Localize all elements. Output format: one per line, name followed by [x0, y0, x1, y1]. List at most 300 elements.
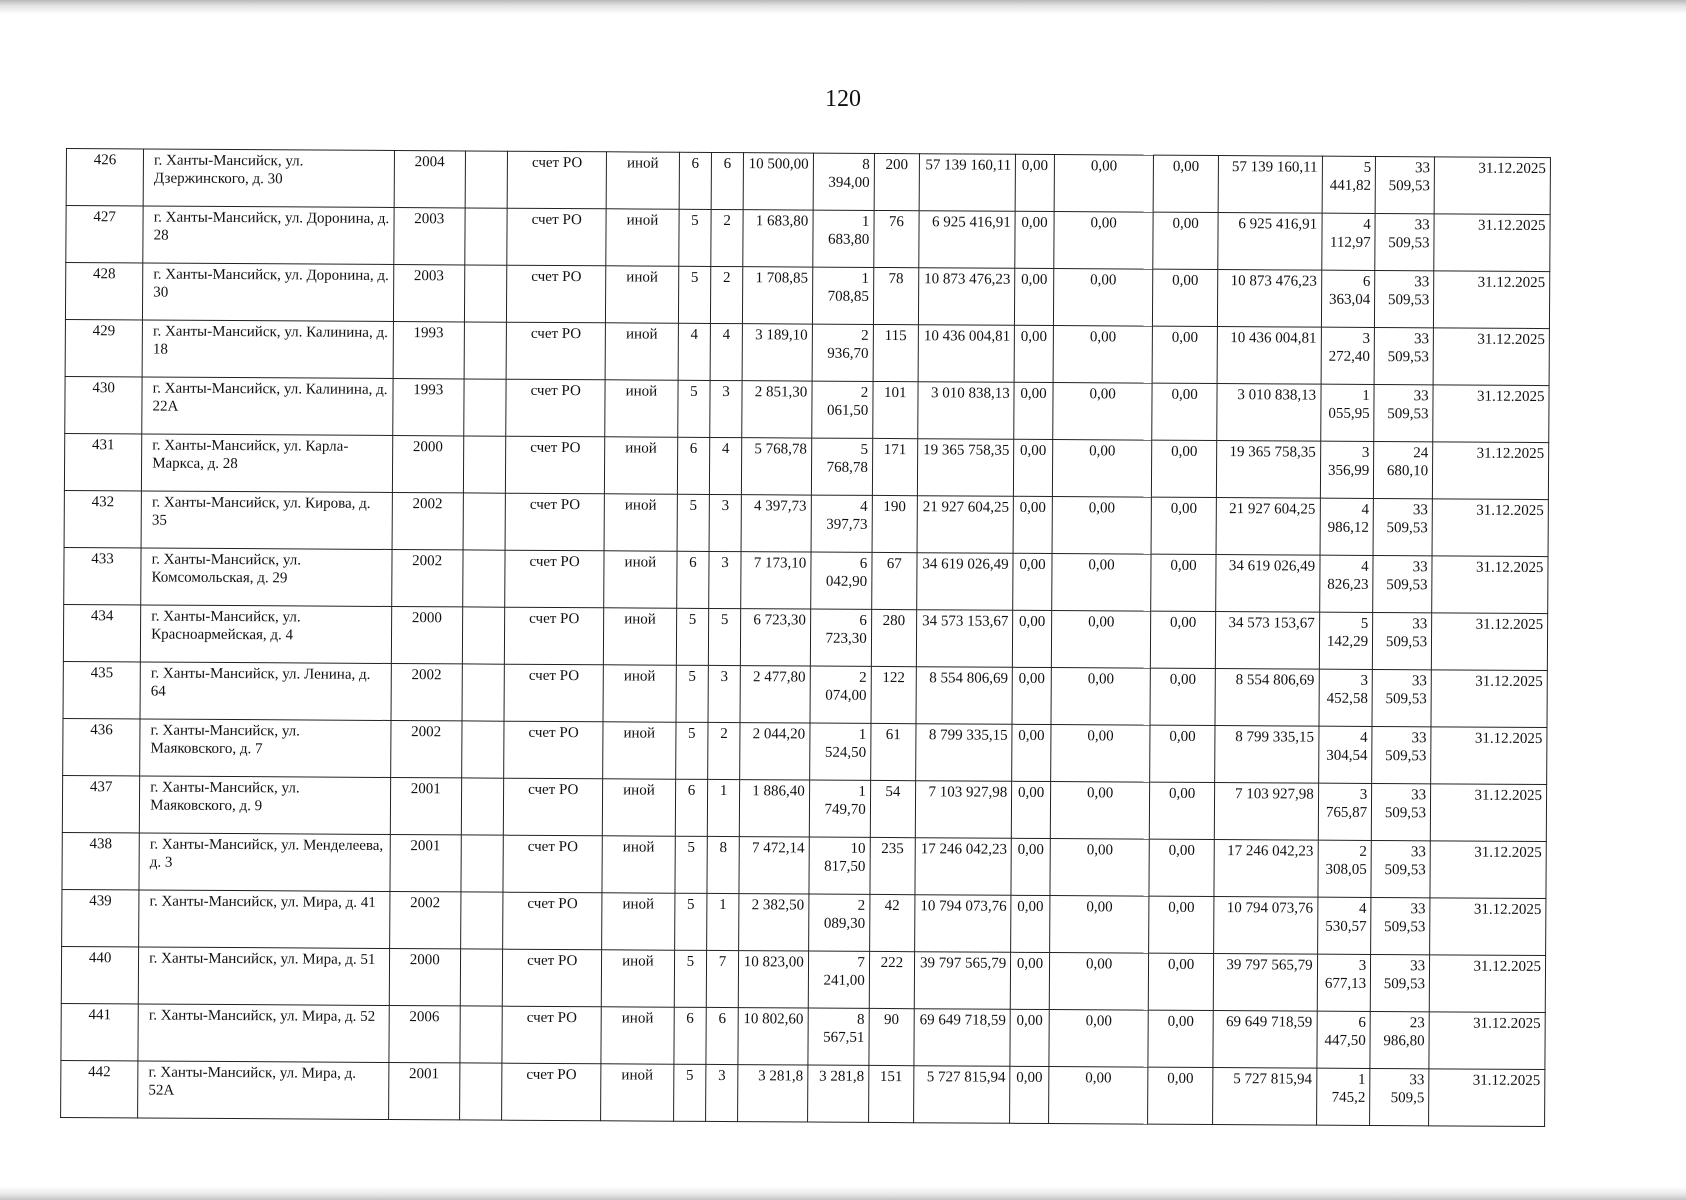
cell-type: иной: [603, 722, 676, 779]
cell-number: 441: [61, 1003, 138, 1060]
cell-address: г. Ханты-Мансийск, ул. Мира, д. 52А: [138, 1061, 389, 1120]
cell-municipal: 0,00: [1151, 497, 1216, 554]
cell-number: 438: [62, 832, 139, 889]
cell-year: 1993: [393, 379, 464, 436]
cell-residents: 222: [869, 951, 914, 1008]
cell-federal: 0,00: [1015, 211, 1054, 268]
cell-floors: 5: [676, 665, 708, 722]
cell-floors: 6: [677, 551, 709, 608]
cell-floors: 5: [673, 1064, 705, 1121]
cell-regional: 0,00: [1050, 839, 1150, 897]
cell-regional: 0,00: [1051, 554, 1151, 612]
cell-deadline: 31.12.2025: [1434, 157, 1550, 215]
cell-federal: 0,00: [1010, 1066, 1049, 1123]
cell-area-living: 8 567,51: [808, 1008, 869, 1065]
cell-unit-limit: 33 509,53: [1371, 783, 1430, 840]
cell-cost-total: 34 573 153,67: [916, 610, 1013, 668]
cell-deadline: 31.12.2025: [1432, 499, 1548, 557]
cell-municipal: 0,00: [1153, 269, 1218, 326]
cell-unit-limit: 33 509,53: [1374, 327, 1433, 384]
cell-area-living: 7 241,00: [808, 951, 869, 1008]
cell-floors: 4: [678, 323, 710, 380]
table-row: [62, 775, 1546, 841]
cell-address: г. Ханты-Мансийск, ул. Калинина, д. 22А: [142, 377, 393, 436]
cell-type: иной: [602, 836, 675, 893]
cell-area-total: 1 683,80: [743, 210, 813, 267]
cell-unit-cost: 4 304,54: [1318, 726, 1372, 783]
cell-federal: 0,00: [1010, 1009, 1049, 1066]
cell-type: иной: [605, 323, 678, 380]
cell-number: 433: [64, 547, 141, 604]
cell-year: 2002: [391, 720, 462, 777]
scan-edge-bottom: [0, 1186, 1686, 1200]
cell-entrances: 5: [708, 608, 740, 665]
cell-address: г. Ханты-Мансийск, ул. Доронина, д. 28: [143, 206, 394, 265]
cell-residents: 67: [872, 552, 917, 609]
cell-residents: 171: [872, 438, 917, 495]
cell-federal: 0,00: [1015, 154, 1054, 211]
cell-municipal: 0,00: [1152, 440, 1217, 497]
cell-residents: 90: [869, 1008, 914, 1065]
cell-unit-cost: 2 308,05: [1318, 840, 1372, 897]
cell-deadline: 31.12.2025: [1433, 385, 1549, 443]
cell-deadline: 31.12.2025: [1429, 1069, 1545, 1127]
cell-unit-limit: 33 509,53: [1372, 726, 1431, 783]
cell-residents: 78: [873, 267, 918, 324]
cell-fund: счет РО: [502, 1006, 601, 1064]
cell-blank: [464, 208, 507, 265]
cell-blank: [464, 322, 507, 379]
cell-regional: 0,00: [1049, 953, 1149, 1011]
cell-entrances: 3: [709, 551, 741, 608]
cell-cost-total: 10 436 004,81: [918, 325, 1015, 383]
cell-blank: [461, 835, 504, 892]
cell-year: 2001: [388, 1062, 459, 1119]
cell-cost-total: 10 794 073,76: [914, 895, 1011, 953]
cell-regional: 0,00: [1049, 896, 1149, 954]
cell-residents: 61: [870, 723, 915, 780]
cell-fund: счет РО: [503, 892, 602, 950]
cell-floors: 5: [675, 722, 707, 779]
cell-address: г. Ханты-Мансийск, ул. Комсомольская, д. 29: [141, 548, 392, 607]
cell-regional: 0,00: [1053, 269, 1153, 327]
cell-area-living: 2 074,00: [810, 666, 871, 723]
cell-regional: 0,00: [1049, 1010, 1149, 1068]
cell-owners: 10 794 073,76: [1213, 897, 1317, 955]
cell-federal: 0,00: [1013, 553, 1052, 610]
cell-unit-limit: 33 509,53: [1371, 897, 1430, 954]
cell-number: 440: [61, 946, 138, 1003]
cell-fund: счет РО: [508, 151, 607, 209]
cell-address: г. Ханты-Мансийск, ул. Красноармейская, д. 4: [141, 605, 392, 664]
cell-municipal: 0,00: [1148, 1010, 1213, 1067]
cell-federal: 0,00: [1012, 667, 1051, 724]
cell-area-living: 2 061,50: [811, 381, 872, 438]
cell-area-total: 10 500,00: [743, 153, 813, 210]
cell-unit-limit: 33 509,53: [1370, 954, 1429, 1011]
cell-cost-total: 8 554 806,69: [916, 667, 1013, 725]
table-row: [63, 604, 1547, 670]
cell-area-total: 1 886,40: [739, 780, 809, 837]
scan-edge-top: [0, 0, 1686, 14]
cell-year: 2002: [389, 891, 460, 948]
cell-unit-cost: 3 765,87: [1318, 783, 1372, 840]
cell-owners: 17 246 042,23: [1214, 840, 1318, 898]
cell-entrances: 7: [706, 950, 738, 1007]
cell-owners: 34 573 153,67: [1215, 612, 1319, 670]
cell-area-living: 1 749,70: [809, 780, 870, 837]
cell-residents: 76: [874, 210, 919, 267]
document-sheet: [60, 148, 1551, 1107]
cell-address: г. Ханты-Мансийск, ул. Менделеева, д. 3: [139, 833, 390, 892]
cell-entrances: 3: [710, 380, 742, 437]
cell-year: 2000: [389, 948, 460, 1005]
cell-area-total: 7 472,14: [739, 837, 809, 894]
cell-area-living: 8 394,00: [813, 153, 874, 210]
cell-blank: [463, 379, 506, 436]
cell-area-living: 5 768,78: [811, 438, 872, 495]
cell-owners: 10 873 476,23: [1217, 270, 1321, 328]
cell-area-living: 1 524,50: [809, 723, 870, 780]
cell-owners: 39 797 565,79: [1213, 954, 1317, 1012]
table-row: [65, 376, 1549, 442]
cell-cost-total: 3 010 838,13: [918, 382, 1015, 440]
cell-number: 431: [64, 433, 141, 490]
cell-floors: 5: [674, 893, 706, 950]
cell-municipal: 0,00: [1153, 212, 1218, 269]
cell-deadline: 31.12.2025: [1434, 271, 1550, 329]
table-row: [62, 832, 1546, 898]
cell-fund: счет РО: [504, 778, 603, 836]
cell-blank: [463, 493, 506, 550]
cell-deadline: 31.12.2025: [1431, 670, 1547, 728]
cell-federal: 0,00: [1014, 325, 1053, 382]
cell-federal: 0,00: [1015, 268, 1054, 325]
cell-area-total: 2 382,50: [739, 894, 809, 951]
cell-fund: счет РО: [506, 436, 605, 494]
cell-residents: 54: [870, 780, 915, 837]
cell-federal: 0,00: [1010, 952, 1049, 1009]
cell-unit-limit: 33 509,53: [1373, 498, 1432, 555]
cell-municipal: 0,00: [1149, 896, 1214, 953]
cell-blank: [460, 949, 503, 1006]
cell-year: 2001: [390, 777, 461, 834]
cell-address: г. Ханты-Мансийск, ул. Дзержинского, д. 30: [143, 149, 394, 208]
cell-residents: 190: [872, 495, 917, 552]
table-row: [63, 718, 1547, 784]
cell-federal: 0,00: [1014, 439, 1053, 496]
cell-owners: 8 554 806,69: [1215, 669, 1319, 727]
cell-area-total: 10 823,00: [738, 951, 808, 1008]
cell-regional: 0,00: [1053, 383, 1153, 441]
cell-deadline: 31.12.2025: [1433, 328, 1549, 386]
cell-area-total: 1 708,85: [743, 267, 813, 324]
cell-area-total: 2 044,20: [740, 723, 810, 780]
cell-floors: 5: [679, 209, 711, 266]
cell-type: иной: [606, 152, 679, 209]
cell-year: 2003: [393, 265, 464, 322]
cell-regional: 0,00: [1054, 212, 1154, 270]
cell-address: г. Ханты-Мансийск, ул. Ленина, д. 64: [140, 662, 391, 721]
cell-type: иной: [604, 551, 677, 608]
cell-fund: счет РО: [504, 664, 603, 722]
cell-municipal: 0,00: [1150, 782, 1215, 839]
cell-federal: 0,00: [1013, 610, 1052, 667]
cell-fund: счет РО: [507, 265, 606, 323]
cell-unit-cost: 4 826,23: [1319, 555, 1373, 612]
cell-number: 442: [61, 1060, 138, 1117]
cell-cost-total: 17 246 042,23: [915, 838, 1012, 896]
cell-entrances: 2: [711, 209, 743, 266]
cell-number: 434: [63, 604, 140, 661]
cell-year: 2000: [391, 606, 462, 663]
cell-municipal: 0,00: [1151, 554, 1216, 611]
cell-municipal: 0,00: [1151, 611, 1216, 668]
cell-number: 430: [65, 376, 142, 433]
cell-unit-cost: 4 112,97: [1321, 213, 1375, 270]
table-row: [61, 1060, 1545, 1126]
cell-blank: [462, 607, 505, 664]
cell-residents: 200: [874, 153, 919, 210]
cell-blank: [462, 664, 505, 721]
cell-floors: 5: [675, 836, 707, 893]
cell-cost-total: 21 927 604,25: [917, 496, 1014, 554]
cell-owners: 5 727 815,94: [1212, 1068, 1316, 1126]
cell-cost-total: 19 365 758,35: [917, 439, 1014, 497]
cell-deadline: 31.12.2025: [1430, 841, 1546, 899]
cell-regional: 0,00: [1053, 326, 1153, 384]
cell-area-total: 5 768,78: [742, 438, 812, 495]
housing-repair-table: [60, 148, 1551, 1127]
cell-municipal: 0,00: [1153, 326, 1218, 383]
cell-year: 2002: [392, 549, 463, 606]
cell-unit-limit: 24 680,10: [1374, 441, 1433, 498]
table-row: [65, 263, 1549, 329]
cell-owners: 34 619 026,49: [1215, 555, 1319, 613]
cell-deadline: 31.12.2025: [1433, 442, 1549, 500]
cell-cost-total: 7 103 927,98: [915, 781, 1012, 839]
page-number: 120: [825, 86, 861, 112]
cell-municipal: 0,00: [1150, 725, 1215, 782]
cell-blank: [459, 1006, 502, 1063]
cell-address: г. Ханты-Мансийск, ул. Мира, д. 51: [138, 947, 389, 1006]
cell-deadline: 31.12.2025: [1432, 556, 1548, 614]
cell-fund: счет РО: [507, 208, 606, 266]
cell-unit-limit: 33 509,53: [1373, 555, 1432, 612]
cell-residents: 151: [868, 1065, 913, 1122]
cell-entrances: 8: [707, 836, 739, 893]
cell-year: 2004: [394, 151, 465, 208]
cell-area-living: 1 708,85: [812, 267, 873, 324]
cell-unit-cost: 3 677,13: [1317, 954, 1371, 1011]
cell-number: 435: [63, 661, 140, 718]
cell-area-living: 2 936,70: [812, 324, 873, 381]
cell-address: г. Ханты-Мансийск, ул. Маяковского, д. 9: [139, 776, 390, 835]
cell-fund: счет РО: [503, 949, 602, 1007]
cell-deadline: 31.12.2025: [1431, 727, 1547, 785]
cell-address: г. Ханты-Мансийск, ул. Маяковского, д. 7: [140, 719, 391, 778]
cell-year: 2006: [389, 1005, 460, 1062]
cell-address: г. Ханты-Мансийск, ул. Карла-Маркса, д. 28: [142, 434, 393, 493]
table-row: [63, 661, 1547, 727]
cell-address: г. Ханты-Мансийск, ул. Мира, д. 52: [138, 1004, 389, 1063]
cell-municipal: 0,00: [1154, 155, 1219, 212]
cell-municipal: 0,00: [1149, 839, 1214, 896]
cell-area-total: 10 802,60: [738, 1008, 808, 1065]
cell-number: 427: [66, 206, 143, 263]
cell-area-total: 6 723,30: [740, 609, 810, 666]
cell-blank: [459, 1063, 502, 1120]
cell-residents: 235: [870, 837, 915, 894]
cell-blank: [464, 265, 507, 322]
cell-owners: 7 103 927,98: [1214, 783, 1318, 841]
cell-area-living: 6 723,30: [810, 609, 871, 666]
cell-fund: счет РО: [506, 379, 605, 437]
cell-unit-limit: 33 509,5: [1370, 1068, 1429, 1125]
cell-regional: 0,00: [1050, 782, 1150, 840]
table-row: [66, 149, 1550, 215]
cell-fund: счет РО: [503, 835, 602, 893]
cell-residents: 101: [873, 381, 918, 438]
cell-type: иной: [605, 380, 678, 437]
cell-owners: 6 925 416,91: [1217, 213, 1321, 271]
table-row: [61, 946, 1545, 1012]
cell-residents: 115: [873, 324, 918, 381]
cell-type: иной: [606, 209, 679, 266]
cell-year: 2001: [390, 834, 461, 891]
cell-area-living: 3 281,8: [807, 1065, 868, 1122]
table-row: [65, 319, 1549, 385]
cell-cost-total: 8 799 335,15: [915, 724, 1012, 782]
cell-entrances: 3: [706, 1064, 738, 1121]
cell-regional: 0,00: [1052, 440, 1152, 498]
cell-type: иной: [602, 779, 675, 836]
cell-address: г. Ханты-Мансийск, ул. Кирова, д. 35: [141, 491, 392, 550]
cell-regional: 0,00: [1054, 155, 1154, 213]
cell-unit-cost: 3 356,99: [1320, 441, 1374, 498]
cell-number: 432: [64, 490, 141, 547]
cell-unit-cost: 4 986,12: [1320, 498, 1374, 555]
cell-entrances: 6: [706, 1007, 738, 1064]
cell-number: 429: [65, 319, 142, 376]
cell-year: 1993: [393, 322, 464, 379]
cell-type: иной: [605, 266, 678, 323]
cell-blank: [465, 151, 508, 208]
cell-area-total: 2 477,80: [740, 666, 810, 723]
cell-cost-total: 5 727 815,94: [913, 1066, 1010, 1124]
cell-federal: 0,00: [1012, 781, 1051, 838]
cell-owners: 69 649 718,59: [1213, 1011, 1317, 1069]
cell-floors: 6: [674, 1007, 706, 1064]
cell-unit-limit: 33 509,53: [1375, 157, 1434, 214]
cell-blank: [463, 436, 506, 493]
cell-unit-cost: 3 452,58: [1319, 669, 1373, 726]
cell-floors: 5: [677, 494, 709, 551]
cell-year: 2000: [392, 436, 463, 493]
cell-unit-limit: 23 986,80: [1370, 1011, 1429, 1068]
cell-owners: 19 365 758,35: [1216, 441, 1320, 499]
cell-unit-cost: 1 055,95: [1320, 384, 1374, 441]
table-row: [66, 206, 1550, 272]
cell-fund: счет РО: [502, 1063, 601, 1121]
cell-area-total: 4 397,73: [741, 495, 811, 552]
cell-cost-total: 39 797 565,79: [914, 952, 1011, 1010]
cell-floors: 5: [678, 380, 710, 437]
cell-address: г. Ханты-Мансийск, ул. Доронина, д. 30: [143, 263, 394, 322]
cell-unit-limit: 33 509,53: [1375, 270, 1434, 327]
cell-cost-total: 6 925 416,91: [919, 211, 1016, 269]
cell-unit-cost: 3 272,40: [1321, 327, 1375, 384]
cell-address: г. Ханты-Мансийск, ул. Калинина, д. 18: [142, 320, 393, 379]
cell-cost-total: 34 619 026,49: [917, 553, 1014, 611]
cell-area-living: 6 042,90: [810, 552, 871, 609]
cell-deadline: 31.12.2025: [1430, 898, 1546, 956]
cell-floors: 6: [675, 779, 707, 836]
table-row: [64, 490, 1548, 556]
cell-entrances: 4: [710, 323, 742, 380]
cell-area-living: 1 683,80: [813, 210, 874, 267]
cell-regional: 0,00: [1050, 725, 1150, 783]
cell-owners: 10 436 004,81: [1217, 327, 1321, 385]
cell-area-living: 10 817,50: [809, 837, 870, 894]
cell-regional: 0,00: [1051, 611, 1151, 669]
cell-type: иной: [602, 893, 675, 950]
cell-unit-cost: 6 447,50: [1317, 1011, 1371, 1068]
cell-municipal: 0,00: [1149, 953, 1214, 1010]
cell-federal: 0,00: [1011, 838, 1050, 895]
cell-address: г. Ханты-Мансийск, ул. Мира, д. 41: [139, 890, 390, 949]
cell-owners: 8 799 335,15: [1214, 726, 1318, 784]
cell-number: 428: [65, 263, 142, 320]
cell-owners: 57 139 160,11: [1218, 156, 1322, 214]
cell-type: иной: [601, 950, 674, 1007]
cell-fund: счет РО: [505, 493, 604, 551]
cell-municipal: 0,00: [1150, 668, 1215, 725]
cell-regional: 0,00: [1052, 497, 1152, 555]
cell-entrances: 3: [709, 494, 741, 551]
cell-fund: счет РО: [505, 607, 604, 665]
table-row: [64, 433, 1548, 499]
cell-federal: 0,00: [1012, 724, 1051, 781]
cell-fund: счет РО: [505, 550, 604, 608]
cell-residents: 122: [871, 666, 916, 723]
table-row: [64, 547, 1548, 613]
cell-entrances: 2: [708, 722, 740, 779]
cell-area-total: 3 189,10: [742, 324, 812, 381]
cell-cost-total: 10 873 476,23: [918, 268, 1015, 326]
cell-federal: 0,00: [1014, 382, 1053, 439]
cell-deadline: 31.12.2025: [1429, 955, 1545, 1013]
cell-deadline: 31.12.2025: [1430, 784, 1546, 842]
cell-entrances: 4: [709, 437, 741, 494]
cell-year: 2003: [394, 208, 465, 265]
cell-unit-cost: 4 530,57: [1317, 897, 1371, 954]
cell-type: иной: [603, 665, 676, 722]
cell-residents: 280: [871, 609, 916, 666]
cell-unit-limit: 33 509,53: [1372, 669, 1431, 726]
cell-entrances: 2: [710, 266, 742, 323]
cell-unit-cost: 5 441,82: [1322, 156, 1376, 213]
cell-number: 436: [63, 718, 140, 775]
cell-unit-cost: 6 363,04: [1321, 270, 1375, 327]
cell-type: иной: [604, 437, 677, 494]
cell-type: иной: [604, 494, 677, 551]
cell-unit-limit: 33 509,53: [1375, 213, 1434, 270]
cell-entrances: 3: [708, 665, 740, 722]
cell-type: иной: [603, 608, 676, 665]
table-row: [61, 1003, 1545, 1069]
cell-cost-total: 57 139 160,11: [919, 154, 1016, 212]
